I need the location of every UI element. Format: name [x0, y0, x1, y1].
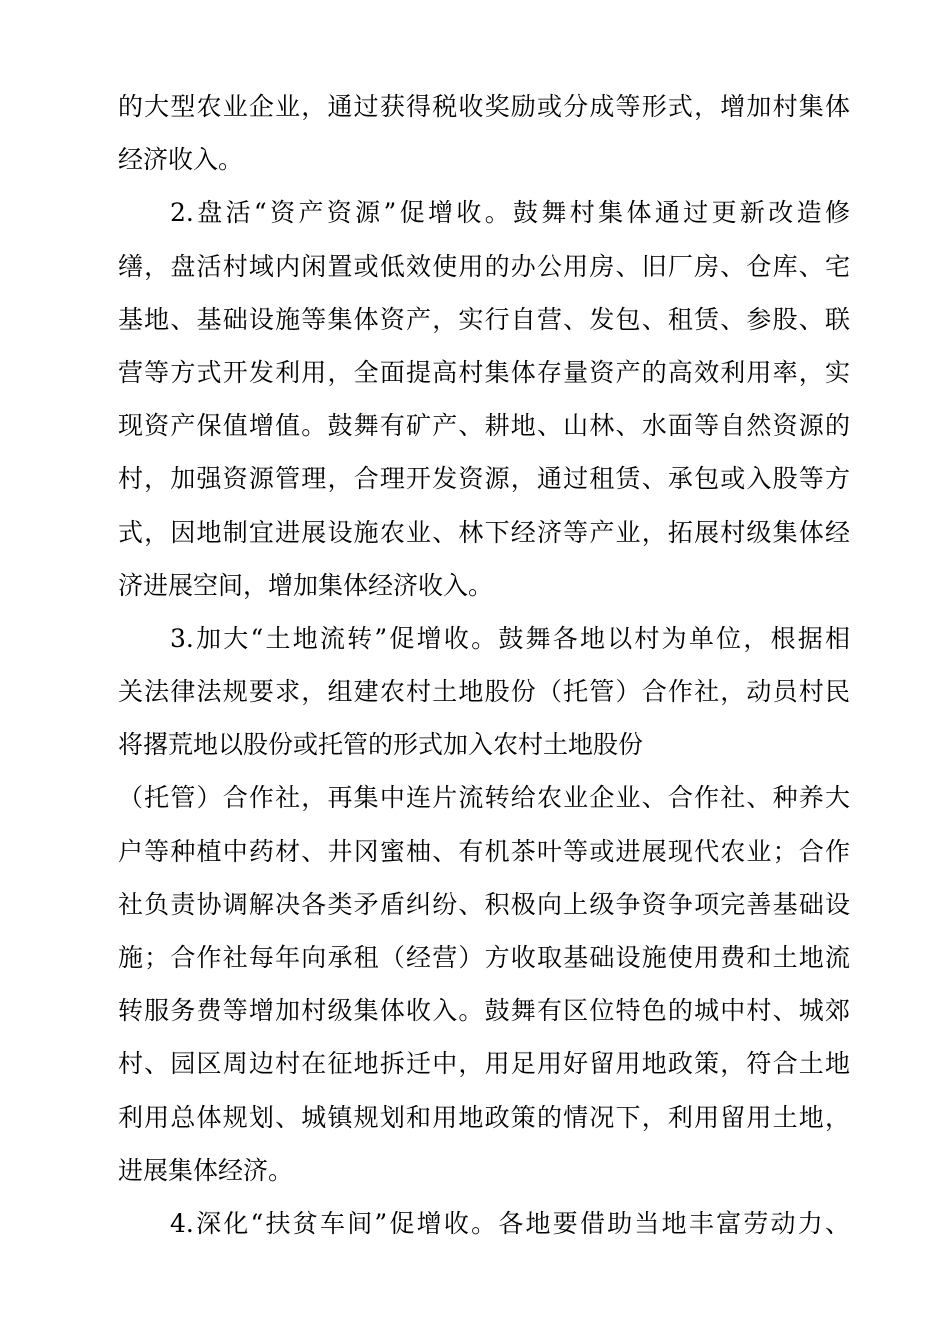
text-line: 社负责协调解决各类矛盾纠纷、积极向上级争资争项完善基础设 [118, 889, 850, 919]
text-line: 村，加强资源管理，合理开发资源，通过租赁、承包或入股等方 [118, 464, 850, 494]
section-heading-line: 2.盘活“资产资源”促增收。鼓舞村集体通过更新改造修 [170, 198, 850, 228]
text-line: 基地、基础设施等集体资产，实行自营、发包、租赁、参股、联 [118, 304, 850, 334]
text-line: 营等方式开发利用，全面提高村集体存量资产的高效利用率，实 [118, 357, 850, 387]
text-line: 利用总体规划、城镇规划和用地政策的情况下，利用留用土地， [118, 1102, 850, 1132]
text-line: 村、园区周边村在征地拆迁中，用足用好留用地政策，符合土地 [118, 1049, 850, 1079]
text-line: 式，因地制宜进展设施农业、林下经济等产业，拓展村级集体经 [118, 517, 850, 547]
text-line: （托管）合作社，再集中连片流转给农业企业、合作社、种养大 [118, 783, 850, 813]
text-line: 转服务费等增加村级集体收入。鼓舞有区位特色的城中村、城郊 [118, 996, 850, 1026]
text-line: 济进展空间，增加集体经济收入。 [118, 570, 494, 600]
text-line: 户等种植中药材、井冈蜜柚、有机茶叶等或进展现代农业；合作 [118, 836, 850, 866]
document-page [118, 80, 850, 1250]
text-line: 缮，盘活村域内闲置或低效使用的办公用房、旧厂房、仓库、宅 [118, 251, 850, 281]
text-line: 现资产保值增值。鼓舞有矿产、耕地、山林、水面等自然资源的 [118, 411, 850, 441]
section-heading-line: 4.深化“扶贫车间”促增收。各地要借助当地丰富劳动力、 [170, 1208, 850, 1238]
text-line: 关法律法规要求，组建农村土地股份（托管）合作社，动员村民 [118, 677, 850, 707]
text-line: 施；合作社每年向承租（经营）方收取基础设施使用费和土地流 [118, 943, 850, 972]
text-line: 将撂荒地以股份或托管的形式加入农村土地股份 [118, 730, 644, 760]
text-line: 的大型农业企业，通过获得税收奖励或分成等形式，增加村集体 [118, 92, 850, 121]
text-line: 进展集体经济。 [118, 1155, 294, 1185]
text-line: 经济收入。 [118, 145, 244, 175]
section-heading-line: 3.加大“土地流转”促增收。鼓舞各地以村为单位，根据相 [170, 623, 850, 653]
